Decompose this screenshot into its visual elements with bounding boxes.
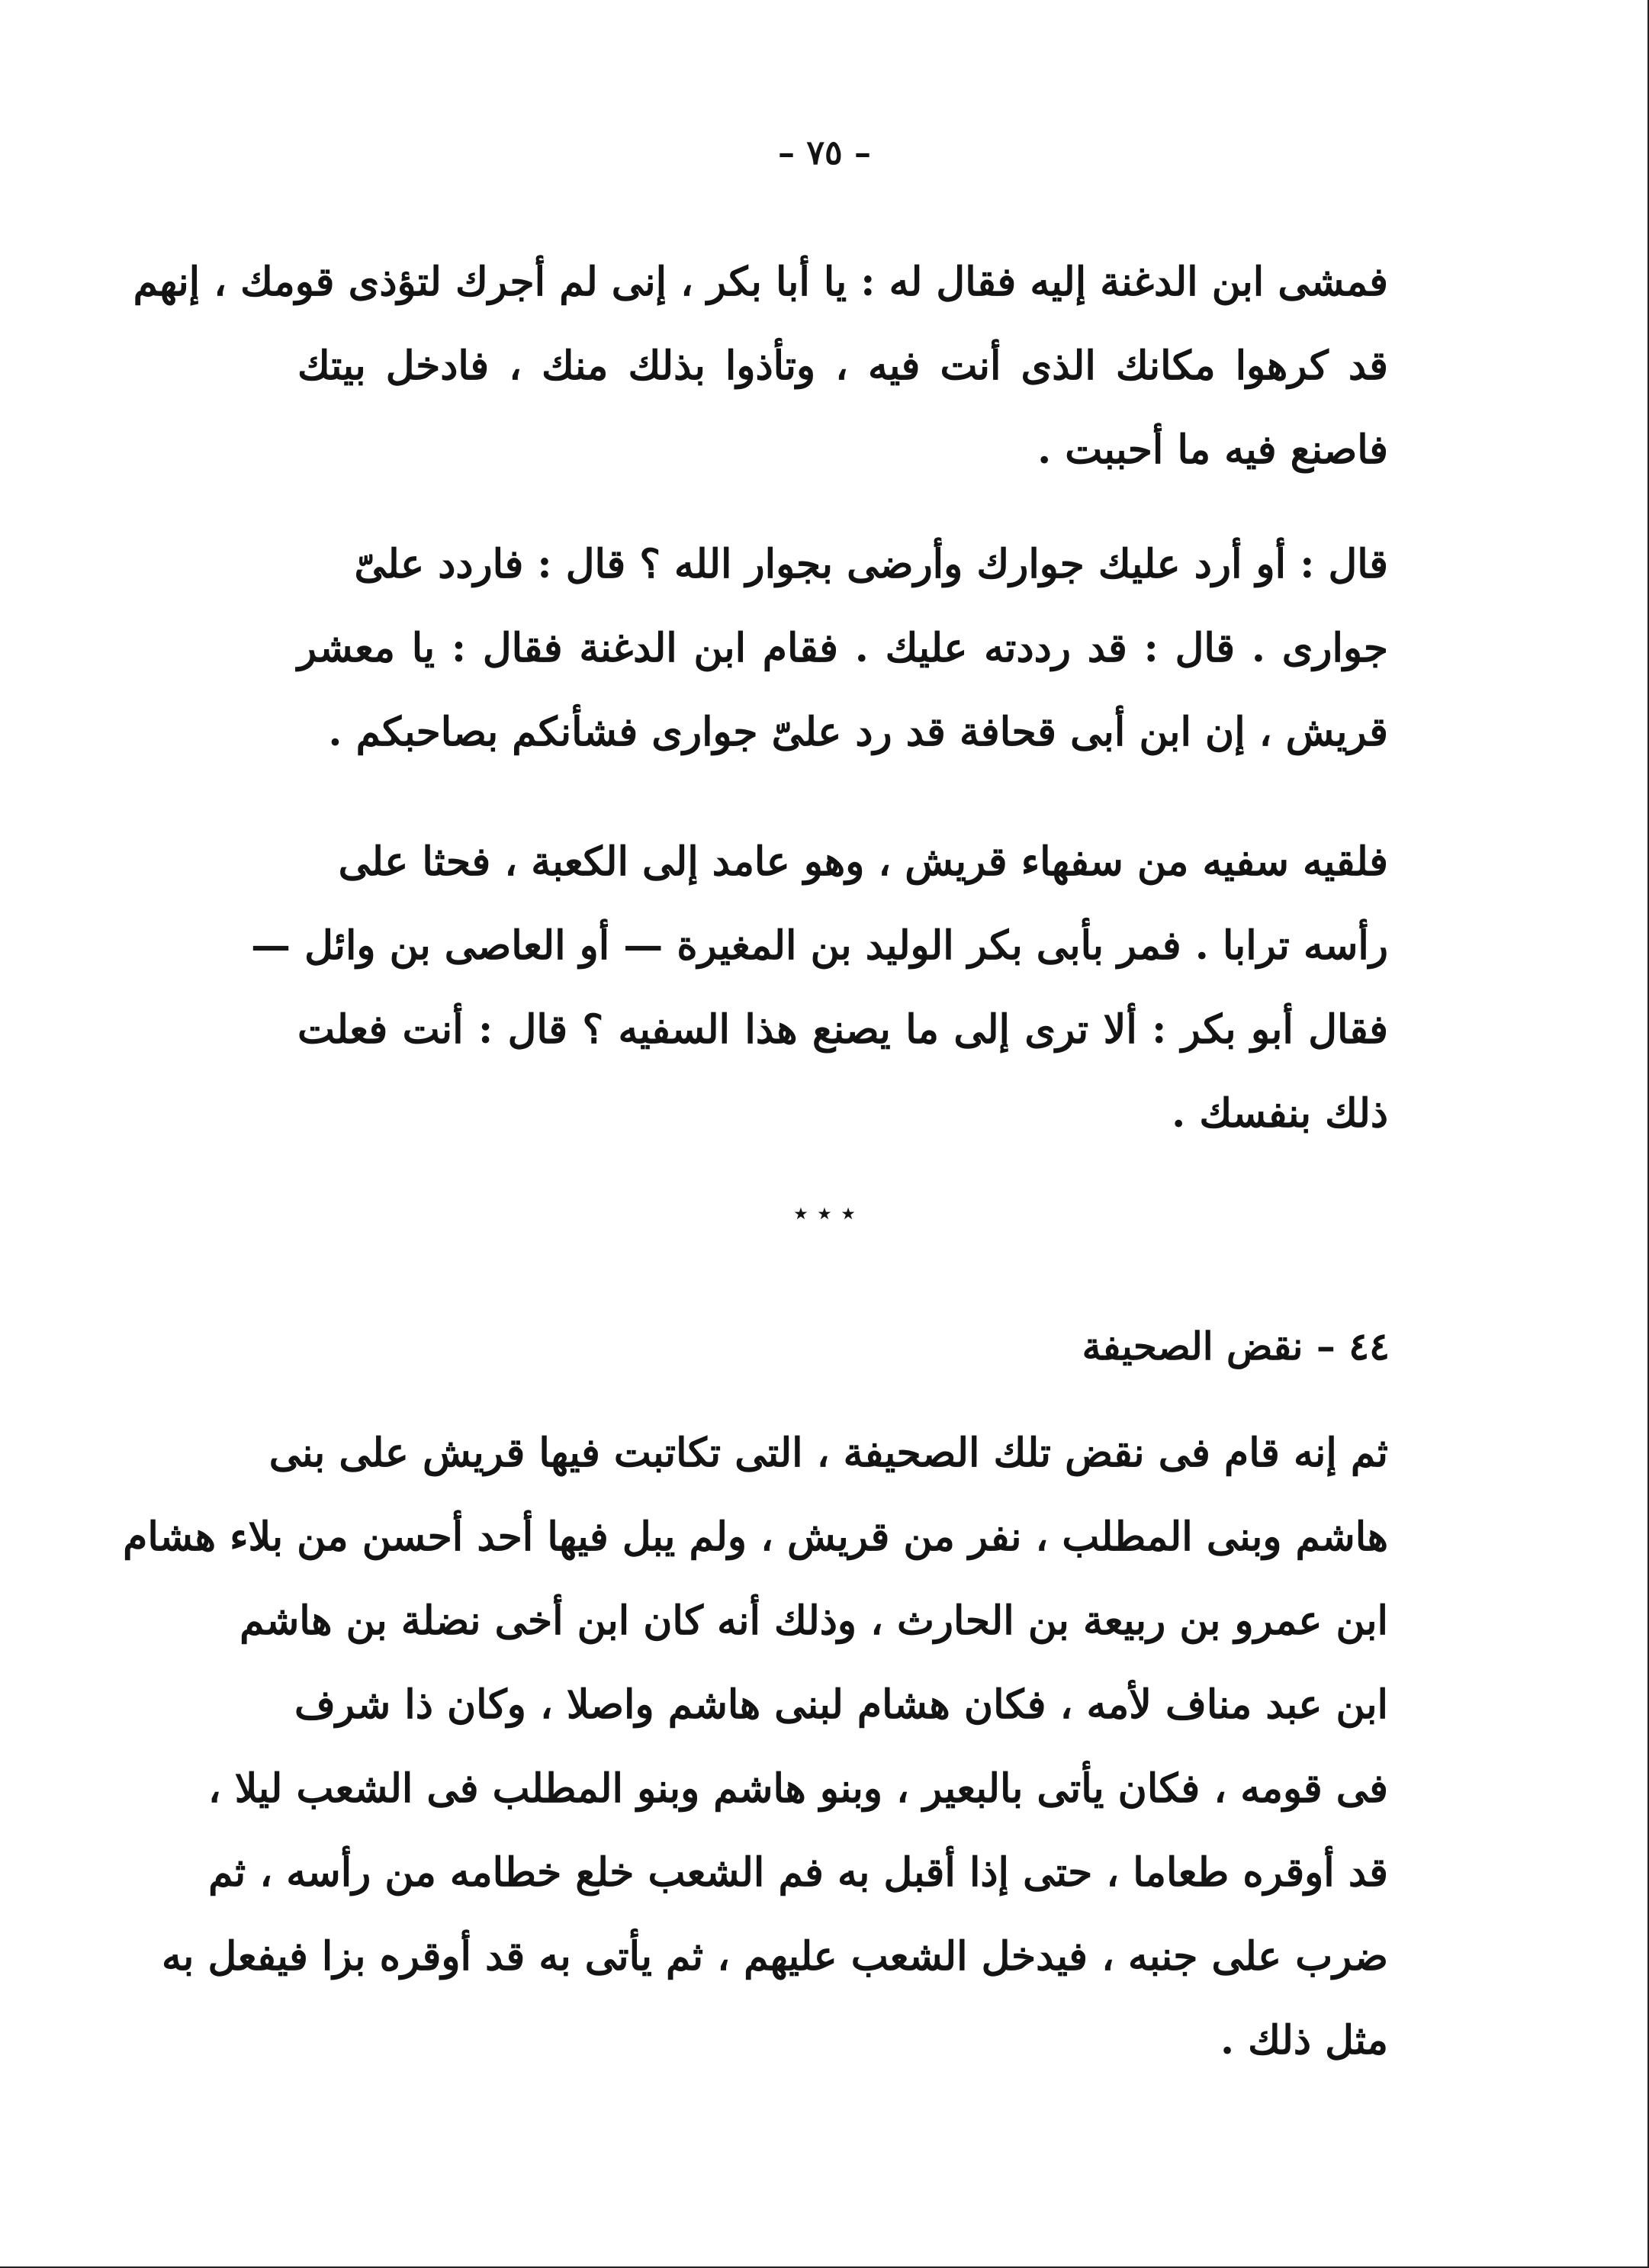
section-heading: ٤٤ – نقض الصحيفة: [1082, 1324, 1390, 1369]
text-line: فى قومه ، فكان يأتى بالبعير ، وبنو هاشم وبنو المطلب فى الشعب ليلا ،: [207, 1765, 1388, 1812]
text-line: فقال أبو بكر : ألا ترى إلى ما يصنع هذا السفيه ؟ قال : أنت فعلت: [297, 1006, 1388, 1053]
text-line: قد كرهوا مكانك الذى أنت فيه ، وتأذوا بذلك منك ، فادخل بيتك: [297, 343, 1388, 389]
text-line: فاصنع فيه ما أحببت .: [1037, 426, 1388, 473]
text-line: قال : أو أرد عليك جوارك وأرضى بجوار الله ؟ قال : فاردد علىّ: [354, 541, 1388, 587]
text-line: قريش ، إن ابن أبى قحافة قد رد علىّ جوارى فشأنكم بصاحبكم .: [328, 709, 1388, 755]
text-line: فلقيه سفيه من سفهاء قريش ، وهو عامد إلى الكعبة ، فحثا على: [338, 838, 1388, 885]
text-line: ابن عمرو بن ربيعة بن الحارث ، وذلك أنه كان ابن أخى نضلة بن هاشم: [239, 1597, 1388, 1644]
text-line: ذلك بنفسك .: [1172, 1090, 1388, 1137]
text-line: رأسه ترابا . فمر بأبى بكر الوليد بن المغيرة — أو العاصى بن وائل —: [251, 922, 1388, 969]
text-line: ضرب على جنبه ، فيدخل الشعب عليهم ، ثم يأتى به قد أوقره بزا فيفعل به: [162, 1933, 1388, 1980]
page-number: – ٧٥ –: [778, 134, 871, 172]
text-line: جوارى . قال : قد رددته عليك . فقام ابن الدغنة فقال : يا معشر: [297, 625, 1388, 671]
text-line: هاشم وبنى المطلب ، نفر من قريش ، ولم يبل فيها أحد أحسن من بلاء هشام: [123, 1514, 1388, 1560]
text-line: ثم إنه قام فى نقض تلك الصحيفة ، التى تكاتبت فيها قريش على بنى: [268, 1430, 1388, 1476]
text-line: ابن عبد مناف لأمه ، فكان هشام لبنى هاشم واصلا ، وكان ذا شرف: [294, 1681, 1388, 1728]
text-line: مثل ذلك .: [1220, 2017, 1388, 2064]
text-line: قد أوقره طعاما ، حتى إذا أقبل به فم الشعب خلع خطامه من رأسه ، ثم: [208, 1849, 1388, 1896]
section-separator: ٭ ٭ ٭: [793, 1198, 856, 1229]
text-line: فمشى ابن الدغنة إليه فقال له : يا أبا بكر ، إنى لم أجرك لتؤذى قومك ، إنهم: [133, 259, 1388, 305]
